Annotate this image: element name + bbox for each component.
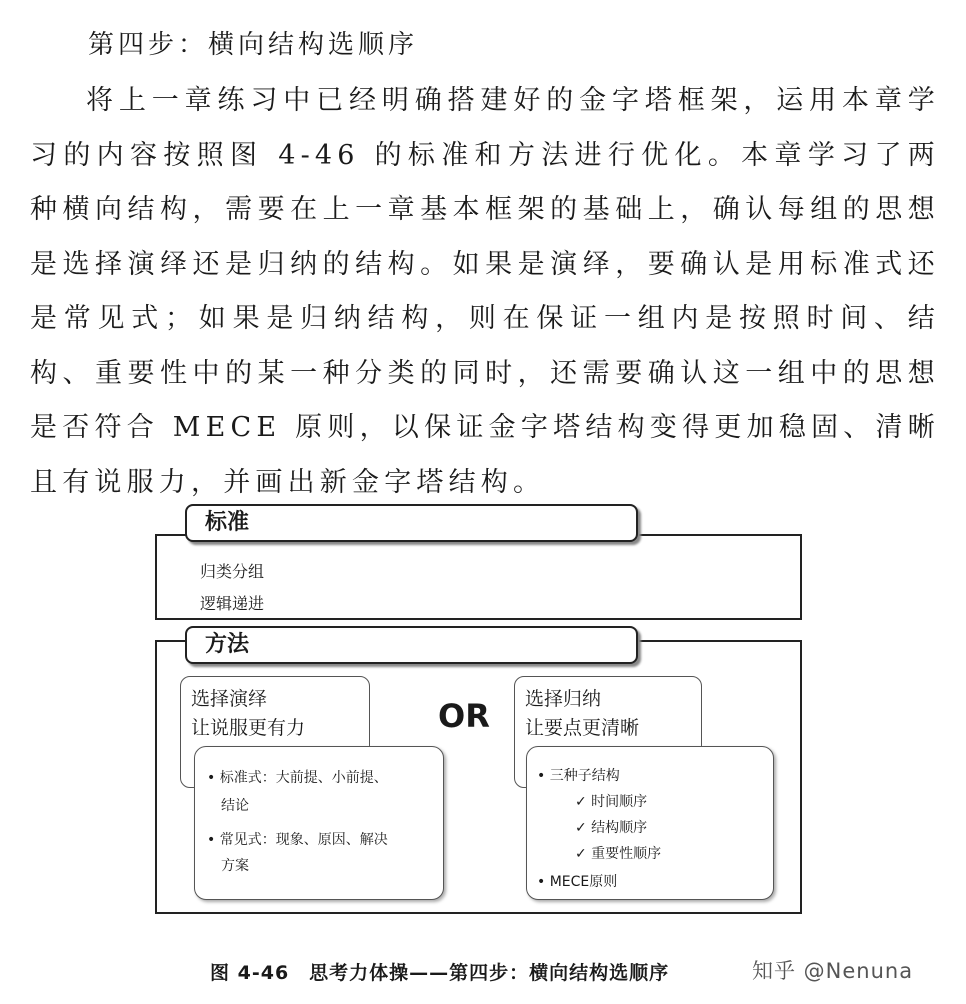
induction-sub-importance: ✓ 重要性顺序 [575, 846, 662, 862]
deduction-details [194, 746, 444, 900]
deduction-line2: 让说服更有力 [191, 717, 306, 739]
deduction-title [181, 677, 369, 743]
watermark: 知乎 @Nenuna [752, 959, 914, 983]
induction-title [515, 677, 701, 743]
standard-items [200, 556, 264, 620]
deduction-line1: 选择演绎 [191, 688, 268, 710]
standard-tab: 标准 [185, 504, 638, 542]
figure-caption: 图 4-46 思考力体操——第四步：横向结构选顺序 [210, 962, 670, 984]
standard-item-grouping: 归类分组 [200, 562, 265, 581]
section-heading: 第四步：横向结构选顺序 [88, 30, 419, 60]
body-paragraph: 将上一章练习中已经明确搭建好的金字塔框架，运用本章学习的内容按照图 4-46 的标准和方法进行优化。本章学习了两种横向结构，需要在上一章基本框架的基础上，确认每组的思想是选择演绎还是归纳的结构。如果是演绎，要确认是用标准式还是常见式；如果是归纳结构，则在保证一组内是按照时间、结构、重要性中的某一种分类的同时，还需要确认这一组中的思想是否符合 MECE 原则，以保证金字塔结构变得更加稳固、清晰且有说服力，并画出新金字塔结构。 [30, 85, 940, 498]
or-label: OR [438, 697, 490, 735]
deduction-bullet-standard: • 标准式：大前提、小前提、 [207, 770, 388, 786]
induction-bullet-mece: • MECE原则 [537, 874, 618, 890]
induction-details [526, 746, 774, 900]
induction-bullet-substructures: • 三种子结构 [537, 768, 620, 784]
standard-item-progression: 逻辑递进 [200, 594, 265, 613]
deduction-bullet-standard-cont: 结论 [221, 798, 249, 814]
induction-line1: 选择归纳 [525, 688, 602, 710]
induction-line2: 让要点更清晰 [525, 717, 640, 739]
induction-sub-structure: ✓ 结构顺序 [575, 820, 648, 836]
deduction-bullet-common-cont: 方案 [221, 858, 249, 874]
induction-sub-time: ✓ 时间顺序 [575, 794, 648, 810]
deduction-bullet-common: • 常见式：现象、原因、解决 [207, 832, 388, 848]
method-tab: 方法 [185, 626, 638, 664]
